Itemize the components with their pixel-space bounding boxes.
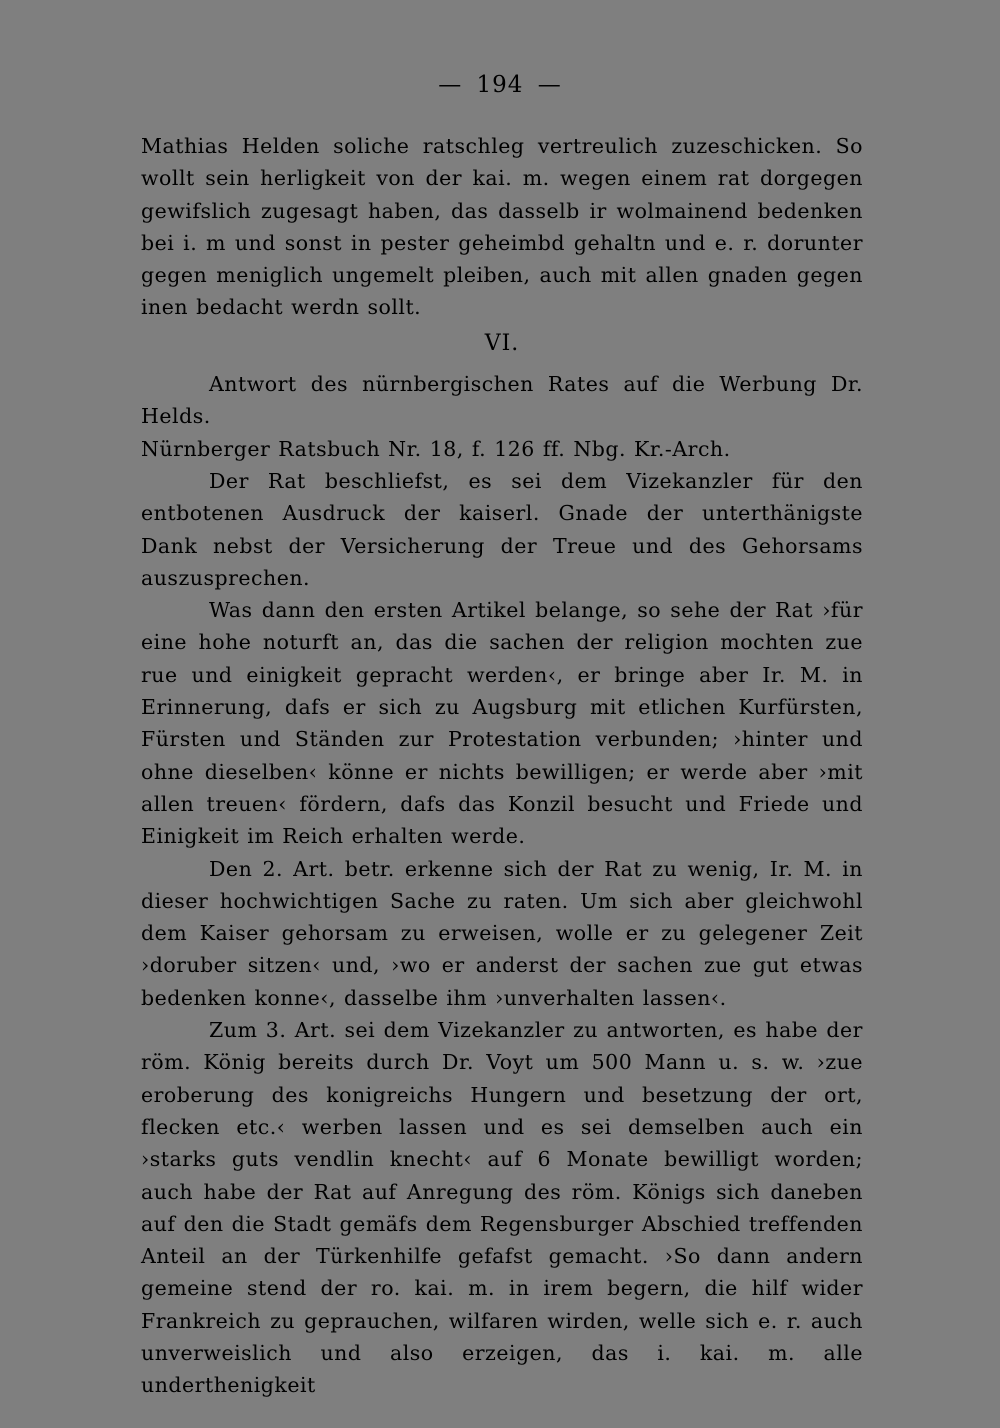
paragraph-article-3: Zum 3. Art. sei dem Vizekanzler zu antworten, es habe der röm. König bereits durch Dr. Voyt um 500 Mann u. s. w. ›zue eroberung des konigreichs Hungern und besetzung der ort, flecken etc.‹ werben lassen und es sei demselben auch ein ›starks guts vendlin knecht‹ auf 6 Monate bewilligt worden; auch habe der Rat auf Anregung des röm. Königs sich daneben auf den die Stadt gemäfs dem Regensburger Abschied treffenden Anteil an der Türkenhilfe gefafst gemacht. ›So dann andern gemeine stend der ro. kai. m. in irem begern, die hilf wider Frankreich zu geprauchen, wilfaren wirden, welle sich e. r. auch unverweislich und also erzeigen, das i. kai. m. alle underthenigkeit (141, 1018, 863, 1398)
source-reference: Nürnberger Ratsbuch Nr. 18, f. 126 ff. Nbg. Kr.-Arch. (141, 436, 731, 461)
paragraph-article-2: Den 2. Art. betr. erkenne sich der Rat zu wenig, Ir. M. in dieser hochwichtigen Sache zu raten. Um sich aber gleichwohl dem Kaiser gehorsam zu erweisen, wolle er zu gelegener Zeit ›doruber sitzen‹ und, ›wo er anderst der sachen zue gut etwas bedenken konne‹, dasselbe ihm ›unverhalten lassen‹. (141, 856, 863, 1010)
source-title: Antwort des nürnbergischen Rates auf die Werbung Dr. Helds. (141, 372, 863, 429)
paragraph-article-1: Was dann den ersten Artikel belange, so sehe der Rat ›für eine hohe noturft an, das die sachen der religion mochten zue rue und einigkeit gepracht werden‹, er bringe aber Ir. M. in Erinnerung, dafs er sich zu Augsburg mit etlichen Kurfürsten, Fürsten und Ständen zur Protestation verbunden; ›hinter und ohne dieselben‹ könne er nichts bewilligen; er werde aber ›mit allen treuen‹ fördern, dafs das Konzil besucht und Friede und Einigkeit im Reich erhalten werde. (141, 598, 863, 849)
paragraph-intro: Mathias Helden soliche ratschleg vertreulich zuzeschicken. So wollt sein herligkeit von der kai. m. wegen einem rat dorgegen gewifslich zugesagt haben, das dasselb ir wolmainend bedenken bei i. m und sonst in pester geheimbd gehaltn und e. r. dorunter gegen meniglich ungemelt pleiben, auch mit allen gnaden gegen inen bedacht werdn sollt. (141, 134, 863, 320)
section-heading: VI. (484, 330, 520, 356)
page-number: — 194 — (438, 72, 562, 98)
body-text (141, 130, 863, 1402)
paragraph-resolution: Der Rat beschliefst, es sei dem Vizekanzler für den entbotenen Ausdruck der kaiserl. Gnade der unterthänigste Dank nebst der Versicherung der Treue und des Gehorsams auszusprechen. (141, 468, 863, 590)
